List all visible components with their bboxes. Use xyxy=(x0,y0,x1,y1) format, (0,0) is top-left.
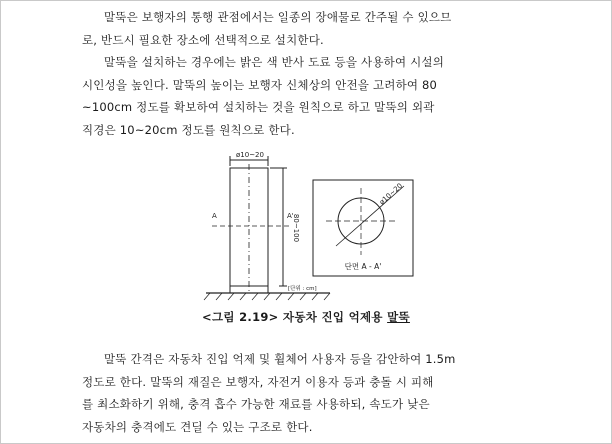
paragraph-line: 자동차의 충격에도 견딜 수 있는 구조로 한다. xyxy=(82,419,313,434)
figure-caption xyxy=(0,309,612,325)
section-title: 단면 A - A' xyxy=(344,262,382,271)
paragraph-2 xyxy=(82,51,542,141)
paragraph-line: 를 최소화하기 위해, 충격 흡수 가능한 재료를 사용하되, 속도가 낮은 xyxy=(82,397,430,411)
paragraph-line: 정도로 한다. 말뚝의 재질은 보행자, 자전거 이용자 등과 충돌 시 피해 xyxy=(82,374,434,389)
section-mark-left: A xyxy=(212,212,217,220)
paragraph-1 xyxy=(82,6,542,51)
bollard-elevation xyxy=(206,156,330,293)
height-label: 80~100 xyxy=(292,213,300,243)
paragraph-line: ~100cm 정도를 확보하여 설치하는 것을 원칙으로 하고 말뚝의 외곽 xyxy=(82,100,435,114)
paragraph-line: 시인성을 높인다. 말뚝의 높이는 보행자 신체상의 안전을 고려하여 80 xyxy=(82,77,438,92)
paragraph-line: 직경은 10~20cm 정도를 원칙으로 한다. xyxy=(82,122,295,137)
caption-text: <그림 2.19> 자동차 진입 억제용 xyxy=(202,310,388,324)
paragraph-line: 로, 반드시 필요한 장소에 선택적으로 설치한다. xyxy=(82,32,324,47)
section-diameter-label: ø10~20 xyxy=(377,181,405,207)
section-mark-right: A' xyxy=(287,212,294,220)
paragraph-line: 말뚝 간격은 자동차 진입 억제 및 휠체어 사용자 등을 감안하여 1.5m xyxy=(104,352,456,366)
unit-label: [단위 : cm] xyxy=(288,286,317,292)
diameter-label: ø10~20 xyxy=(236,151,264,159)
caption-underlined-text: 말뚝 xyxy=(387,310,410,324)
paragraph-3 xyxy=(82,348,542,438)
ground-hatching xyxy=(204,293,330,300)
paragraph-line: 말뚝을 설치하는 경우에는 밝은 색 반사 도료 등을 사용하여 시설의 xyxy=(104,55,445,69)
paragraph-line: 말뚝은 보행자의 통행 관점에서는 일종의 장애물로 간주될 수 있으므 xyxy=(104,10,452,24)
